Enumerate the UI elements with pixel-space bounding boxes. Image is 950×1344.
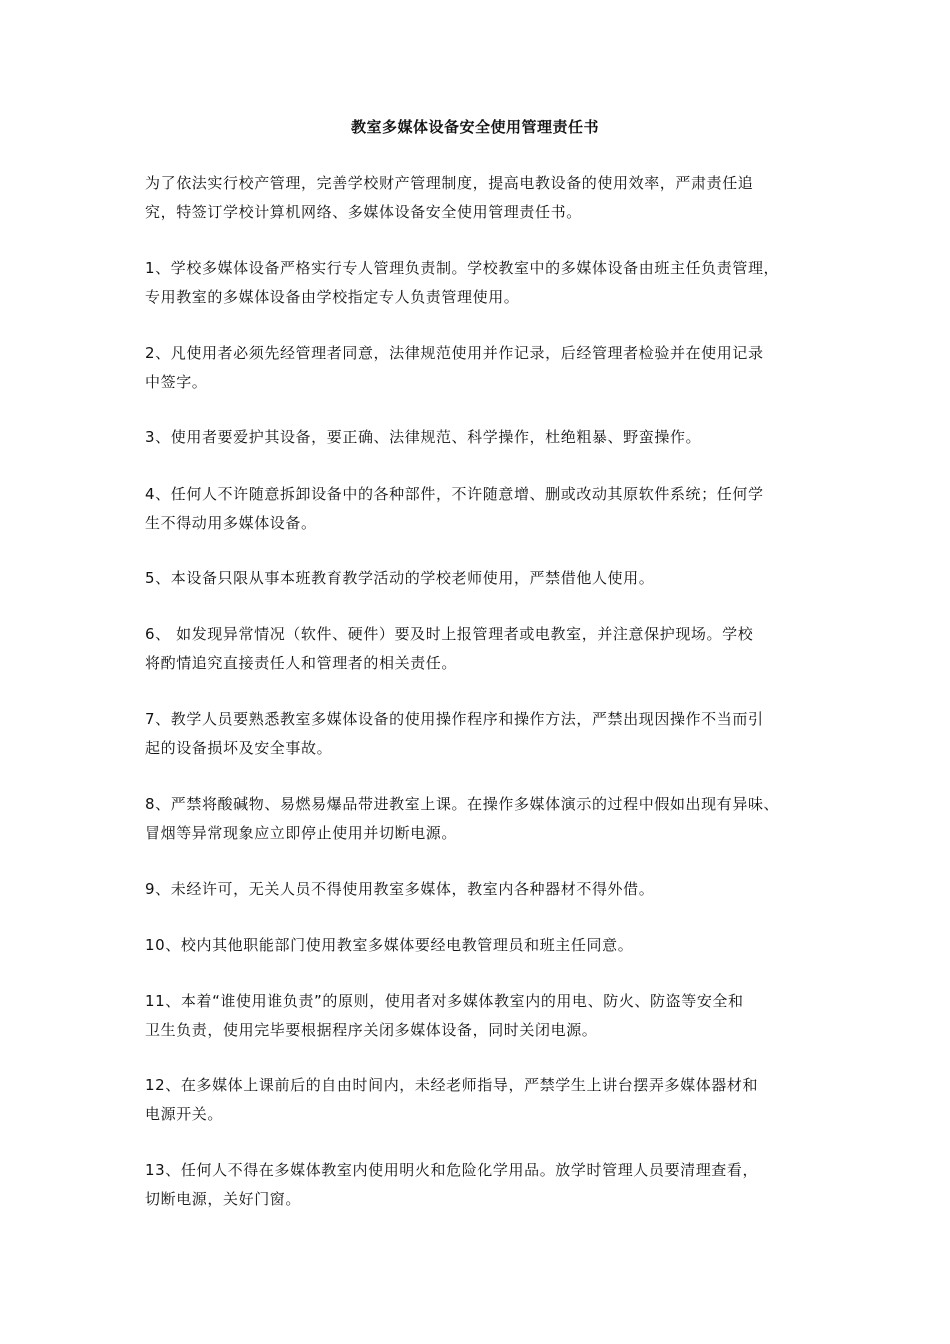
paragraph-line: 4、任何人不许随意拆卸设备中的各种部件，不许随意增、删或改动其原软件系统；任何学	[145, 485, 764, 503]
paragraph-4	[145, 480, 820, 538]
paragraph-line: 电源开关。	[145, 1105, 224, 1123]
paragraph-line: 专用教室的多媒体设备由学校指定专人负责管理使用。	[145, 288, 520, 306]
paragraph-line: 11、本着“谁使用谁负责”的原则，使用者对多媒体教室内的用电、防火、防盗等安全和	[145, 992, 744, 1010]
paragraph-3	[145, 423, 820, 452]
paragraph-line: 起的设备损坏及安全事故。	[145, 739, 333, 757]
paragraph-line: 为了依法实行校产管理，完善学校财产管理制度，提高电教设备的使用效率，严肃责任追	[145, 174, 754, 192]
paragraph-13	[145, 1156, 820, 1214]
paragraph-line: 冒烟等异常现象应立即停止使用并切断电源。	[145, 824, 458, 842]
paragraph-line: 9、未经许可，无关人员不得使用教室多媒体，教室内各种器材不得外借。	[145, 880, 655, 898]
paragraph-line: 10、校内其他职能部门使用教室多媒体要经电教管理员和班主任同意。	[145, 936, 634, 954]
paragraph-5	[145, 564, 820, 593]
paragraph-line: 13、任何人不得在多媒体教室内使用明火和危险化学用品。放学时管理人员要清理查看，	[145, 1161, 759, 1179]
paragraph-9	[145, 875, 820, 904]
paragraph-line: 切断电源，关好门窗。	[145, 1190, 302, 1208]
paragraph-1	[145, 254, 820, 312]
paragraph-line: 8、严禁将酸碱物、易燃易爆品带进教室上课。在操作多媒体演示的过程中假如出现有异味、	[145, 795, 780, 813]
paragraph-11	[145, 987, 820, 1045]
paragraph-line: 究，特签订学校计算机网络、多媒体设备安全使用管理责任书。	[145, 203, 582, 221]
paragraph-8	[145, 790, 820, 848]
paragraph-10	[145, 931, 820, 960]
paragraph-line: 2、凡使用者必须先经管理者同意，法律规范使用并作记录，后经管理者检验并在使用记录	[145, 344, 764, 362]
paragraph-line: 12、在多媒体上课前后的自由时间内，未经老师指导，严禁学生上讲台摆弄多媒体器材和	[145, 1076, 759, 1094]
paragraph-7	[145, 705, 820, 763]
paragraph-line: 生不得动用多媒体设备。	[145, 514, 317, 532]
paragraph-0	[145, 169, 820, 227]
paragraph-12	[145, 1071, 820, 1129]
document-title: 教室多媒体设备安全使用管理责任书	[350, 118, 599, 136]
paragraph-2	[145, 339, 820, 397]
paragraph-line: 1、学校多媒体设备严格实行专人管理负责制。学校教室中的多媒体设备由班主任负责管理，	[145, 259, 780, 277]
paragraph-line: 3、使用者要爱护其设备，要正确、法律规范、科学操作，杜绝粗暴、野蛮操作。	[145, 428, 702, 446]
paragraph-line: 5、本设备只限从事本班教育教学活动的学校老师使用，严禁借他人使用。	[145, 569, 655, 587]
paragraph-line: 6、 如发现异常情况（软件、硬件）要及时上报管理者或电教室，并注意保护现场。学校	[145, 625, 754, 643]
paragraph-line: 将酌情追究直接责任人和管理者的相关责任。	[145, 654, 458, 672]
paragraph-6	[145, 620, 820, 678]
paragraph-line: 中签字。	[145, 373, 208, 391]
paragraph-line: 卫生负责，使用完毕要根据程序关闭多媒体设备，同时关闭电源。	[145, 1021, 598, 1039]
paragraph-line: 7、教学人员要熟悉教室多媒体设备的使用操作程序和操作方法，严禁出现因操作不当而引	[145, 710, 764, 728]
